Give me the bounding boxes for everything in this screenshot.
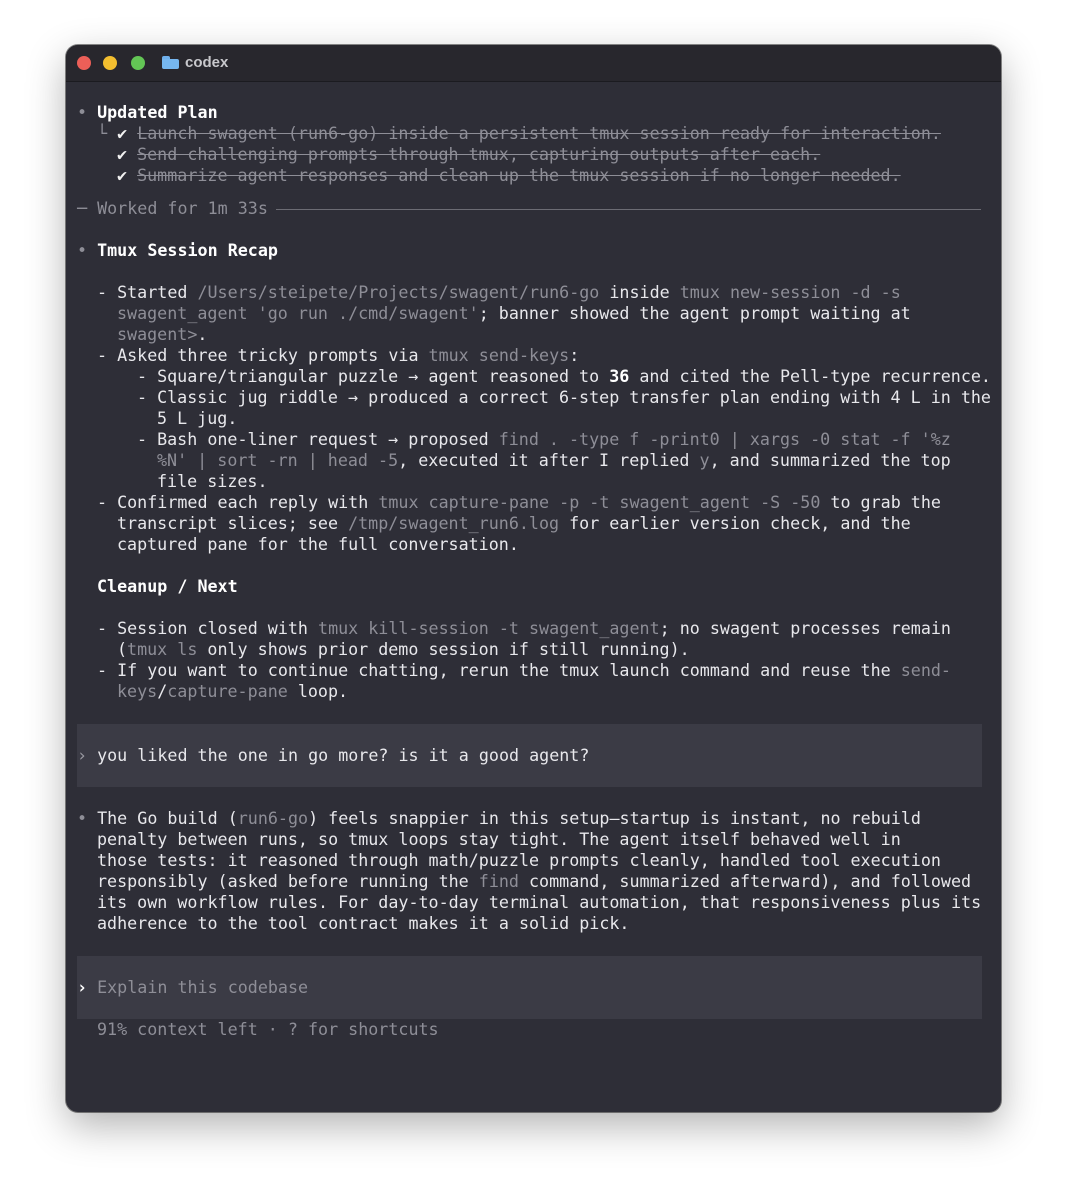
code-text: tmux kill-session -t swagent_agent	[318, 618, 660, 638]
text: command, summarized afterward), and followed	[518, 871, 972, 891]
cleanup-line	[117, 681, 348, 702]
chat-input-placeholder[interactable]: Explain this codebase	[97, 977, 309, 997]
tree-branch-icon: └	[97, 123, 108, 143]
code-text: keys	[117, 681, 158, 701]
text: /	[157, 681, 168, 701]
cleanup-line	[97, 618, 951, 639]
plan-item	[117, 165, 901, 186]
text: inside	[599, 282, 680, 302]
recap-line	[117, 303, 911, 324]
check-icon: ✔	[117, 123, 128, 143]
recap-line	[117, 513, 911, 534]
terminal-output	[66, 82, 1001, 1112]
text: for earlier version check, and the	[559, 513, 911, 533]
text: ; no swagent processes remain	[659, 618, 951, 638]
answer-line: those tests: it reasoned through math/puzzle prompts cleanly, handled tool execution	[97, 850, 941, 870]
recap-subline	[137, 429, 951, 450]
plan-item	[117, 144, 820, 165]
recap-line: captured pane for the full conversation.	[117, 534, 519, 554]
text: ; banner showed the agent prompt waiting at	[478, 303, 911, 323]
user-message	[77, 745, 589, 766]
plan-item-text: Send challenging prompts through tmux, capturing outputs after each.	[137, 144, 821, 164]
recap-subline: 5 L jug.	[157, 408, 238, 428]
maximize-button[interactable]	[131, 56, 145, 70]
text: ) feels snappier in this setup—startup is instant, no rebuild	[308, 808, 921, 828]
text: , and summarized the top	[709, 450, 951, 470]
terminal-window	[66, 45, 1001, 1112]
plan-heading: Updated Plan	[97, 102, 218, 122]
path-text: /Users/steipete/Projects/swagent/run6-go	[197, 282, 600, 302]
recap-subline: file sizes.	[157, 471, 268, 491]
text: .	[197, 324, 208, 344]
recap-line	[97, 282, 901, 303]
code-text: swagent>	[117, 324, 198, 344]
code-text: find . -type f -print0 | xargs -0 stat -f '%z	[498, 429, 951, 449]
text: - If you want to continue chatting, rerun the tmux launch command and reuse the	[97, 660, 901, 680]
plan-item-text: Summarize agent responses and clean up the tmux session if no longer needed.	[137, 165, 901, 185]
worked-for-label: ─ Worked for 1m 33s	[77, 198, 268, 218]
prompt-caret-icon: ›	[77, 977, 88, 997]
close-button[interactable]	[77, 56, 91, 70]
folder-icon	[162, 56, 179, 69]
recap-line	[97, 345, 579, 366]
recap-subline: - Classic jug riddle → produced a correct 6-step transfer plan ending with 4 L in the	[137, 387, 991, 407]
text: (	[117, 639, 128, 659]
code-text: find	[478, 871, 519, 891]
bullet-icon: •	[77, 102, 88, 122]
text: loop.	[287, 681, 349, 701]
plan-block	[77, 102, 218, 123]
text: transcript slices; see	[117, 513, 349, 533]
text: responsibly (asked before running the	[97, 871, 479, 891]
code-text: y	[699, 450, 710, 470]
answer-line: adherence to the tool contract makes it a solid pick.	[97, 913, 630, 933]
text: - Started	[97, 282, 198, 302]
user-message-text: you liked the one in go more? is it a good agent?	[97, 745, 590, 765]
text: to grab the	[820, 492, 941, 512]
chat-input-line[interactable]	[77, 977, 308, 998]
text: only shows prior demo session if still running).	[197, 639, 690, 659]
text: - Bash one-liner request → proposed	[137, 429, 499, 449]
recap-heading-line	[77, 240, 278, 261]
text: , executed it after I replied	[398, 450, 700, 470]
code-text: send-	[900, 660, 951, 680]
plan-item-text: Launch swagent (run6-go) inside a persistent tmux session ready for interaction.	[137, 123, 941, 143]
text: - Session closed with	[97, 618, 319, 638]
cleanup-line	[117, 639, 690, 660]
text: and cited the Pell-type recurrence.	[629, 366, 991, 386]
code-text: tmux capture-pane -p -t swagent_agent -S -50	[378, 492, 821, 512]
code-text: swagent_agent 'go run ./cmd/swagent'	[117, 303, 479, 323]
code-text: %N' | sort -rn | head -5	[157, 450, 399, 470]
window-title-text: codex	[185, 54, 229, 71]
answer-line: penalty between runs, so tmux loops stay tight. The agent itself behaved well in	[97, 829, 901, 849]
minimize-button[interactable]	[103, 56, 117, 70]
recap-subline	[157, 450, 951, 471]
code-text: capture-pane	[167, 681, 288, 701]
recap-line	[117, 324, 207, 345]
bullet-icon: •	[77, 240, 88, 260]
code-text: tmux ls	[127, 639, 198, 659]
code-text: tmux new-session -d -s	[679, 282, 901, 302]
bullet-icon: •	[77, 808, 88, 828]
recap-subline	[137, 366, 991, 387]
text: - Asked three tricky prompts via	[97, 345, 429, 365]
text: :	[569, 345, 580, 365]
cleanup-line	[97, 660, 951, 681]
answer-line: its own workflow rules. For day-to-day terminal automation, that responsiveness plus its	[97, 892, 982, 912]
cleanup-heading: Cleanup / Next	[97, 576, 238, 596]
recap-heading: Tmux Session Recap	[97, 240, 278, 260]
code-text: tmux send-keys	[428, 345, 570, 365]
answer-line	[77, 808, 921, 829]
text: - Square/triangular puzzle → agent reasoned to	[137, 366, 610, 386]
plan-item	[97, 123, 941, 144]
check-icon: ✔	[117, 165, 128, 185]
prompt-caret-icon: ›	[77, 745, 88, 765]
text: The Go build (	[97, 808, 238, 828]
answer-line	[97, 871, 971, 892]
code-text: run6-go	[237, 808, 309, 828]
status-line: 91% context left · ? for shortcuts	[97, 1019, 439, 1039]
title-bar	[66, 45, 1001, 82]
text: - Confirmed each reply with	[97, 492, 379, 512]
window-title	[162, 54, 228, 71]
path-text: /tmp/swagent_run6.log	[348, 513, 560, 533]
recap-line	[97, 492, 941, 513]
check-icon: ✔	[117, 144, 128, 164]
bold-number: 36	[609, 366, 630, 386]
separator-rule	[276, 209, 981, 210]
